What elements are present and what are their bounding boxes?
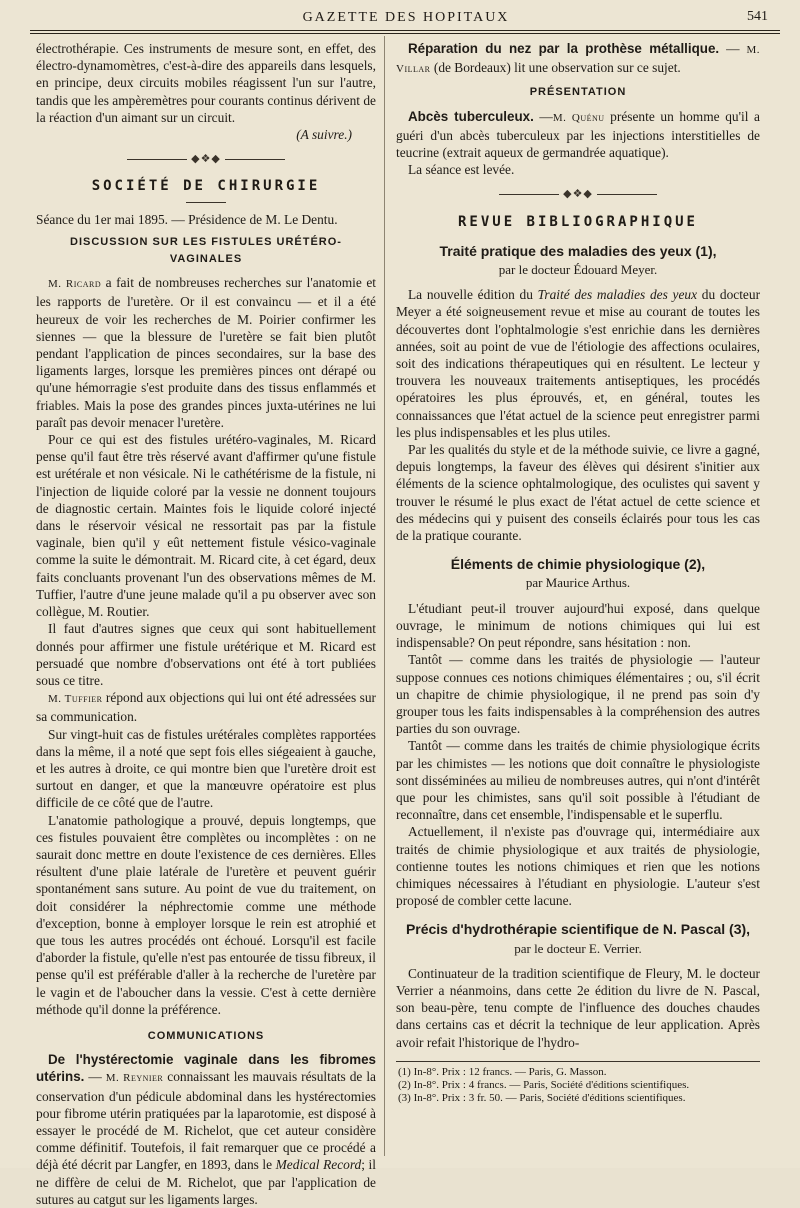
book-2-paragraph-4: Actuellement, il n'existe pas d'ouvrage qui, intermédiaire aux traités de chimie physiologique et aux traités de physiologie, contienne toutes les notions chimiques et rien que les notions chimiques nécessaires à l'étudiant en physiologie. L'auteur s'est proposé de combler cette lacune.: [396, 824, 760, 909]
to-be-continued: (A suivre.): [296, 127, 352, 143]
page-header: [30, 6, 782, 32]
speaker-tuffier: M. Tuffier: [48, 693, 103, 706]
book-2-paragraph-3: Tantôt — comme dans les traités de chimie physiologique écrits par les chimistes — les notions que doit connaître le physiologiste sont disséminées au milieu de nombreuses autres, qui n'ont d'intérêt que pour les chimistes, sans qu'il soit possible à l'étudiant de reconnaître, dans cet ensemble, l'indispensable et le superflu.: [396, 738, 760, 823]
section-ornament: ◆❖◆: [36, 151, 376, 168]
villar-text: (de Bordeaux) lit une observation sur ce sujet.: [433, 60, 681, 76]
villar-paragraph: Réparation du nez par la prothèse métallique. — M. Villar (de Bordeaux) lit une observation sur ce sujet.: [396, 41, 760, 76]
section-title-societe: SOCIÉTÉ DE CHIRURGIE: [91, 178, 321, 195]
book-2-paragraph-1: L'étudiant peut-il trouver aujourd'hui exposé, dans quelque ouvrage, le minimum de notions chimiques qui lui est indispensable? On peut répondre, sans hésitation : non.: [396, 600, 760, 651]
b1-text-a: La nouvelle édition du: [408, 287, 533, 303]
running-title: GAZETTE DES HOPITAUX: [302, 10, 510, 25]
communications-heading: COMMUNICATIONS: [147, 1029, 265, 1042]
book-2-paragraph-2: Tantôt — comme dans les traités de physiologie — l'auteur suppose connues ces notions chimiques élémentaires ; ou, s'il écrit un chapitre de chimie physiologique, il ne prend pas soin d'y grouper tous les faits indispensables à la compréhension des autres parties du son ouvrage.: [396, 652, 760, 737]
reynier-text: connaissant les mauvais résultats de la conservation d'un pédicule abdominal dans les hystérectomies pour fibrome utérin pratiquées par la laparotomie, est disposé à essayer le procédé de M. Richelot, que cet auteur considère comme définitif. Toutefois, il fait remarquer que ce procédé a déjà été décrit par Langfer, en 1893, dans le: [36, 1069, 376, 1173]
abces-title: Abcès tuberculeux.: [408, 108, 534, 124]
speaker-villar: M. Villar: [396, 44, 760, 76]
ricard-paragraph-3: Il faut d'autres signes que ceux qui sont habituellement donnés pour affirmer une fistule urétérique et M. Ricard est persuadé que nombre d'observations ont été à tort publiées sous ce titre.: [36, 621, 376, 688]
book-1-paragraph-2: Par les qualités du style et de la méthode suivie, ce livre a gagné, depuis longtemps, la faveur des élèves qui désirent s'initier aux éléments de la science ophtalmologique, des oculistes qui savent y trouver le résumé le plus exact de l'état actuel de cette science et des médecins qui y puisent des conseils éclairés pour tous les cas de la pratique courante.: [396, 442, 760, 544]
column-divider: [384, 36, 385, 1156]
book-1-paragraph-1: [396, 286, 760, 441]
tuffier-paragraph-3: L'anatomie pathologique a prouvé, depuis longtemps, que ces fistules pouvaient être complètes ou incomplètes : on ne saurait donc mettre en doute l'existence de ces dernières. Elles résultent d'une plaie latérale de l'uretère et peuvent guérir spontanément sans suture. Au point de vue du traitement, on doit considérer la néphrectomie comme une méthode d'exception, bonne à employer lorsque le rein est atrophié et que tous les autres procédés ont échoué. Lorsqu'il est facile d'aborder la fistule, qu'elle n'est pas entourée de tissu fibreux, il pense qu'il est préférable d'aller à la recherche de l'uretère par le vagin et de l'aboucher dans la vessie. C'est à cette dernière méthode qu'il donne la préférence.: [36, 812, 376, 1017]
quenu-text: présente un homme qu'il a guéri d'un abcès tuberculeux par les injections interstitielles de teucrine (extrait aqueux de germandrée aquatique).: [396, 108, 760, 161]
book-3-author: par le docteur E. Verrier.: [514, 940, 642, 956]
presentation-heading: PRÉSENTATION: [529, 86, 627, 99]
intro-paragraph: électrothérapie. Ces instruments de mesure sont, en effet, des électro-dynamomètres, c'est-à-dire des appareils dans lesquels, en principe, deux circuits mobiles réagissent l'un sur l'autre, tandis que les ampèremètres pour courants continus dérivent de la réaction d'un aimant sur un circuit.: [36, 41, 376, 125]
footnote-2: (2) In-8°. Prix : 4 francs. — Paris, Société d'éditions scientifiques.: [398, 1078, 690, 1091]
b1-book-name: Traité des maladies des yeux: [537, 287, 698, 303]
tuffier-text-1: répond aux objections qui lui ont été adressées sur sa communication.: [36, 690, 376, 725]
ricard-paragraph-1: [36, 274, 376, 431]
session-line: Séance du 1er mai 1895. — Présidence de M. Le Dentu.: [36, 211, 338, 227]
book-3-paragraph-1: Continuateur de la tradition scientifique de Fleury, M. le docteur Verrier a néanmoins, dans cette 2e édition du livre de N. Pascal, son beau-père, tenu compte de l'influence des douches chaudes dans certains cas et décrit la technique de leur application. Après avoir refait l'historique de l'hydro-: [396, 965, 760, 1050]
book-2-author: par Maurice Arthus.: [525, 575, 631, 591]
reynier-paragraph: De l'hystérectomie vaginale dans les fibromes utérins. — M. Reynier connaissant les mauvais résultats de la conservation d'un pédicule abdominal dans les hystérectomies pour fibrome utérin pratiquées par la laparotomie, est disposé à essayer le procédé de M. Richelot, que cet auteur considère comme définitif. Toutefois, il fait remarquer que ce procédé a déjà été décrit par Langfer, en 1893, dans le Medical Record; il ne diffère de celui de M. Richelot, que par l'application de sutures au catgut sur les ligaments larges.: [36, 1052, 376, 1207]
left-column: [36, 40, 376, 1208]
book-3-title: Précis d'hydrothérapie scientifique de N. Pascal (3),: [405, 921, 751, 938]
speaker-quenu: M. Quénu: [552, 111, 605, 124]
book-1-title: Traité pratique des maladies des yeux (1),: [439, 242, 717, 259]
tuffier-paragraph-1: [36, 689, 376, 725]
b1-text-b: du docteur Meyer a été soigneusement revue et mise au courant de toutes les découvertes dont l'ophtalmologie s'est enrichie dans les dernières années, soit au point de vue de l'étiologie des affections oculaires, soit des indications thérapeutiques qui en résultent. Le lecteur y trouvera les nouveaux traitements antiseptiques, les procédés opératoires les plus éprouvés, et, en général, toutes les connaissances que l'état actuel de la science peut enregistrer parmi les plus indispensables et les plus utiles.: [396, 287, 761, 440]
book-1-author: par le docteur Édouard Meyer.: [498, 262, 658, 278]
speaker-reynier: M. Reynier: [105, 1072, 164, 1085]
hysterectomie-title: De l'hystérectomie vaginale dans les fibromes utérins.: [36, 1052, 376, 1085]
ricard-paragraph-2: Pour ce qui est des fistules urétéro-vaginales, M. Ricard pense qu'il faut être très réservé avant d'affirmer qu'une fistule est urétérale et non vésicale. Ni le cathétérisme de la fistule, ni l'injection de liquide coloré par la vessie ne donnent toujours de diagnostic certain. Maintes fois le liquide coloré injecté dans le réservoir vésical ne ressortait pas par la fistule vaginale, bien qu'il y eût nettement fistule vésico-vaginale comme la suite le démontrait. M. Ricard cite, à cet égard, deux faits concluants provenant l'un des observations mêmes de M. Tuffier, l'autre d'une jeune malade qu'il a pu observer avec son collègue, M. Routier.: [36, 432, 376, 620]
footnotes: [396, 1061, 760, 1105]
discussion-heading: DISCUSSION SUR LES FISTULES URÉTÉRO-VAGINALES: [70, 235, 342, 266]
section-ornament-2: ◆❖◆: [396, 186, 760, 203]
reynier-text-end: ; il ne diffère de celui de M. Richelot, que par l'application de sutures au catgut sur les ligaments larges.: [36, 1157, 376, 1207]
footnote-1: (1) In-8°. Prix : 12 francs. — Paris, G. Masson.: [398, 1065, 607, 1078]
section-title-revue: REVUE BIBLIOGRAPHIQUE: [457, 213, 698, 230]
page-number: 541: [747, 9, 768, 24]
journal-title: Medical Record: [275, 1157, 362, 1173]
header-rule: [30, 30, 780, 34]
footnote-3: (3) In-8°. Prix : 3 fr. 50. — Paris, Société d'éditions scientifiques.: [398, 1091, 686, 1104]
right-column: [396, 40, 760, 1105]
quenu-paragraph: Abcès tuberculeux. —M. Quénu présente un homme qu'il a guéri d'un abcès tuberculeux par les injections interstitielles de teucrine (extrait aqueux de germandrée aquatique).: [396, 108, 760, 161]
short-rule: [186, 202, 226, 203]
book-2-title: Éléments de chimie physiologique (2),: [450, 556, 706, 573]
nez-title: Réparation du nez par la prothèse métallique.: [408, 41, 720, 56]
speaker-ricard: M. Ricard: [48, 278, 102, 291]
tuffier-paragraph-2: Sur vingt-huit cas de fistules urétérales complètes rapportées dans la même, il a noté que sept fois elles siégeaient à gauche, et les autres à droite, ce qui montre bien que l'uretère droit est surtout en danger, et que la manœuvre opératoire est plus difficile de ce côté que de l'autre.: [36, 726, 376, 811]
ricard-text-1: a fait de nombreuses recherches sur l'anatomie et les rapports de l'uretère. Or il est convaincu — et il a été heureux de voir les recherches de M. Poirier confirmer les siennes — que la blessure de l'uretère se fait bien plutôt pendant l'application de pinces secondaires, sur la base des ligaments larges, lorsque les premières pinces ont dérapé ou qu'une hémorragie s'est produite dans des tissus enflammés et friables. Mais la pose des grandes pinces juxta-utérines ne lui paraît pas devoir menacer l'uretère.: [36, 275, 376, 430]
seance-levee: La séance est levée.: [408, 162, 515, 178]
